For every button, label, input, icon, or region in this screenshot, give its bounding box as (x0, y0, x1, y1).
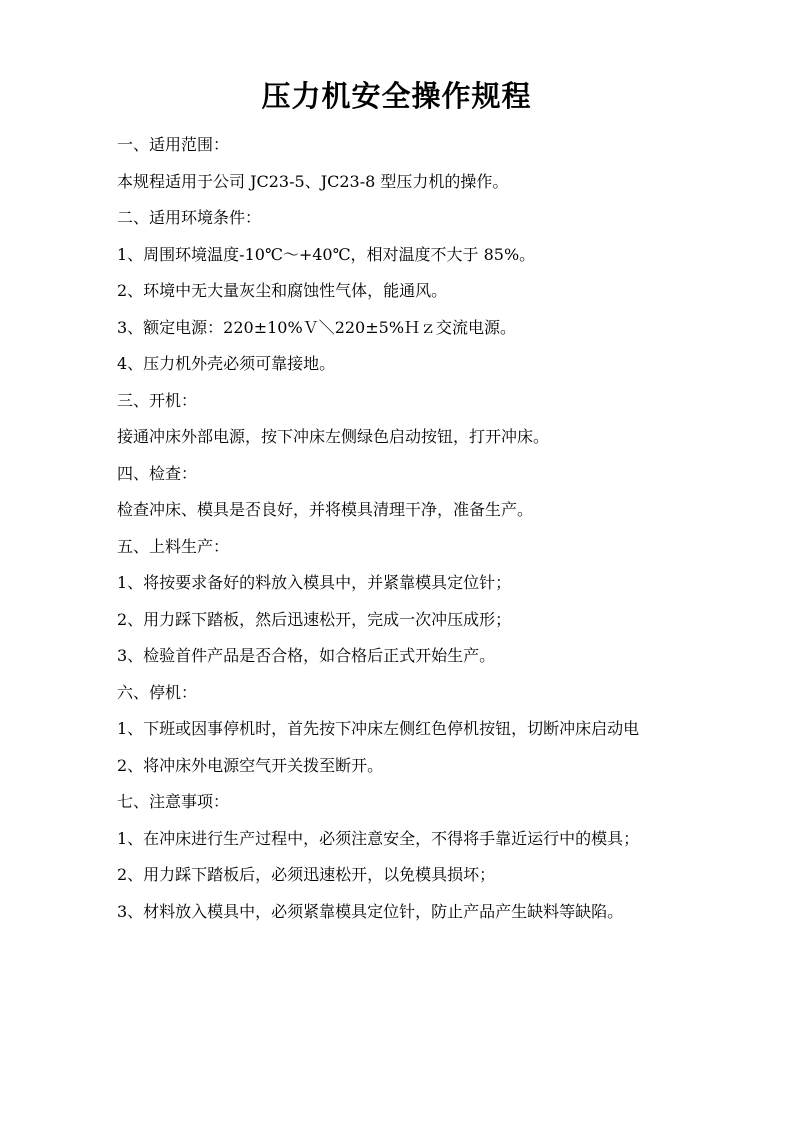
list-item: 1、将按要求备好的料放入模具中，并紧靠模具定位针； (117, 573, 512, 592)
section-heading-shutdown: 六、停机： (117, 682, 198, 702)
list-item: 3、额定电源：220±10%Ｖ＼220±5%Ｈｚ交流电源。 (117, 317, 517, 337)
section-heading-environment: 二、适用环境条件： (117, 208, 262, 227)
paragraph: 检查冲床、模具是否良好，并将模具清理干净，准备生产。 (117, 500, 534, 519)
paragraph: 接通冲床外部电源，按下冲床左侧绿色启动按钮，打开冲床。 (117, 427, 550, 446)
section-heading-feeding: 五、上料生产： (117, 536, 230, 556)
list-item: 2、环境中无大量灰尘和腐蚀性气体，能通风。 (117, 281, 448, 300)
list-item: 1、在冲床进行生产过程中，必须注意安全，不得将手靠近运行中的模具； (117, 828, 640, 848)
section-heading-startup: 三、开机： (117, 390, 198, 410)
document-title: 压力机安全操作规程 (261, 79, 532, 113)
list-item: 1、下班或因事停机时，首先按下冲床左侧红色停机按钮，切断冲床启动电 (117, 719, 640, 738)
list-item: 2、将冲床外电源空气开关拨至断开。 (117, 755, 384, 775)
list-item: 3、检验首件产品是否合格，如合格后正式开始生产。 (117, 646, 496, 665)
list-item: 2、用力踩下踏板，然后迅速松开，完成一次冲压成形； (117, 609, 512, 629)
list-item: 3、材料放入模具中，必须紧靠模具定位针，防止产品产生缺料等缺陷。 (117, 901, 624, 921)
list-item: 4、压力机外壳必须可靠接地。 (117, 354, 336, 373)
paragraph: 本规程适用于公司 JC23-5、JC23-8 型压力机的操作。 (117, 171, 509, 191)
document-body (117, 127, 692, 930)
section-heading-inspection: 四、检查： (117, 463, 198, 483)
section-heading-scope: 一、适用范围： (117, 135, 230, 154)
section-heading-precautions: 七、注意事项： (117, 792, 230, 811)
list-item: 2、用力踩下踏板后，必须迅速松开，以免模具损坏； (117, 865, 496, 884)
list-item: 1、周围环境温度-10℃～+40℃，相对温度不大于 85%。 (117, 244, 536, 264)
